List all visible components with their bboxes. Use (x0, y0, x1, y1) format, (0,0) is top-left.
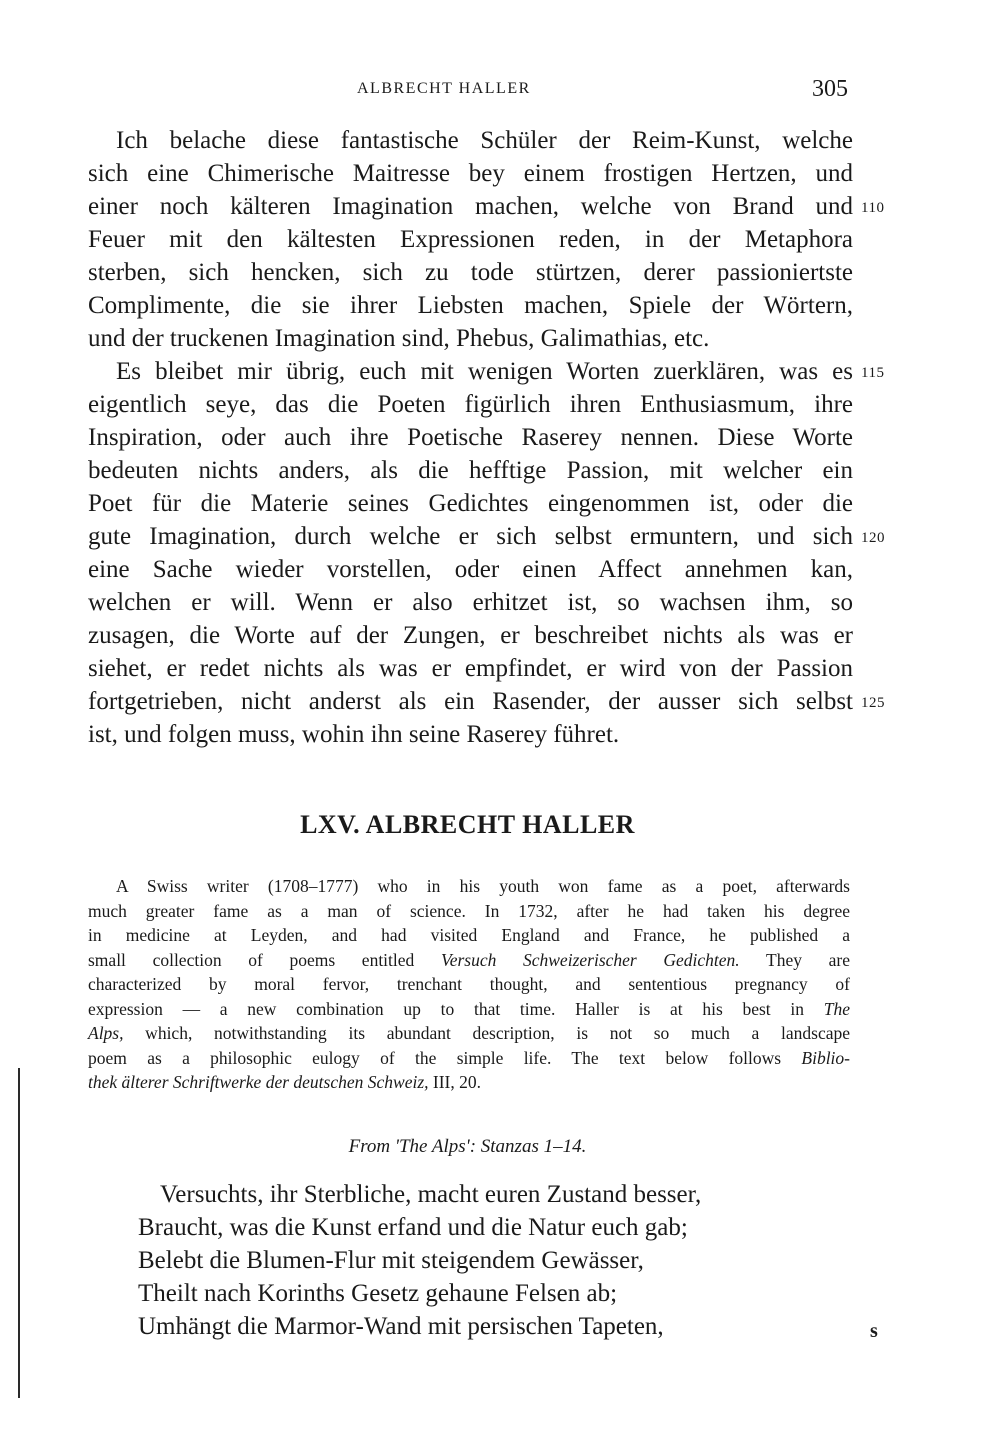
prose-line (88, 124, 853, 157)
prose-line-text: bedeuten nichts anders, als die hefftige Passion, mit welcher ein (88, 457, 853, 484)
prose-line (88, 652, 853, 685)
prose-line-text: zusagen, die Worte auf der Zungen, er beschreibet nichts als was er (88, 622, 853, 649)
running-title: ALBRECHT HALLER (357, 80, 531, 97)
prose-line-text: Inspiration, oder auch ihre Poetische Raserey nennen. Diese Worte (88, 424, 853, 451)
intro-line (88, 948, 850, 973)
intro-text: in medicine at Leyden, and had visited England and France, he published a (88, 925, 850, 945)
running-head (0, 76, 1000, 104)
prose-line-text: Complimente, die sie ihrer Liebsten machen, Spiele der Wörtern, (88, 292, 853, 319)
intro-line (88, 997, 850, 1022)
intro-line (88, 1070, 850, 1095)
prose-line-text: siehet, er redet nichts als was er empfindet, er wird von der Passion (88, 655, 853, 682)
line-number: 110 (861, 200, 885, 216)
intro-italic-text: Versuch Schweizerischer Gedichten. (440, 949, 740, 970)
intro-text: expression — a new combination up to that time. Haller is at his best in (88, 998, 824, 1019)
prose-line-text: und der truckenen Imagination sind, Phebus, Galimathias, etc. (88, 325, 710, 352)
line-number: 125 (861, 695, 885, 711)
prose-line-text: Ich belache diese fantastische Schüler der Reim-Kunst, welche (116, 127, 853, 154)
intro-text: A Swiss writer (1708–1777) who in his youth won fame as a poet, afterwards (116, 876, 850, 896)
intro-line (88, 1021, 850, 1046)
poem-line: Umhängt die Marmor-Wand mit persischen Tapeten, (138, 1313, 664, 1340)
intro-line (88, 1046, 850, 1071)
prose-line-text: welchen er will. Wenn er also erhitzet ist, so wachsen ihm, so (88, 589, 853, 616)
prose-line (88, 256, 853, 289)
poem-line: Theilt nach Korinths Gesetz gehaune Felsen ab; (138, 1280, 618, 1307)
poem-line: Versuchts, ihr Sterbliche, macht euren Zustand besser, (160, 1181, 702, 1208)
line-number: 115 (861, 365, 885, 381)
scan-edge-line (18, 1068, 20, 1398)
prose-line (88, 520, 885, 553)
intro-text: They are (739, 949, 850, 970)
intro-text: small collection of poems entitled (88, 949, 441, 970)
prose-line-text: eigentlich seye, das die Poeten figürlich ihren Enthusiasmum, ihre (88, 391, 853, 418)
poem-line: Belebt die Blumen-Flur mit steigendem Gewässer, (138, 1247, 644, 1274)
prose-line (88, 619, 853, 652)
line-number: 120 (861, 530, 885, 546)
intro-text: III, 20. (428, 1072, 481, 1092)
prose-line (88, 355, 885, 388)
prose-line (88, 718, 853, 751)
prose-line (88, 421, 853, 454)
prose-line (88, 553, 853, 586)
intro-italic-text: Biblio- (801, 1047, 850, 1068)
prose-line (88, 190, 885, 223)
signature-mark: s (870, 1320, 878, 1342)
intro-text: characterized by moral fervor, trenchant thought, and sententious pregnancy of (88, 974, 850, 994)
prose-line (88, 157, 853, 190)
poem-source: From 'The Alps': Stanzas 1–14. (348, 1136, 587, 1157)
prose-line-text: gute Imagination, durch welche er sich selbst ermuntern, und sich (88, 523, 853, 550)
prose-line (88, 289, 853, 322)
prose-line-text: Feuer mit den kältesten Expressionen reden, in der Metaphora (88, 226, 853, 253)
section-heading: LXV. ALBRECHT HALLER (300, 810, 635, 839)
prose-line-text: Poet für die Materie seines Gedichtes eingenommen ist, oder die (88, 490, 853, 517)
prose-line (88, 322, 853, 355)
prose-line-text: einer noch kälteren Imagination machen, welche von Brand und (88, 193, 853, 220)
intro-italic-text: thek älterer Schriftwerke der deutschen Schweiz, (88, 1072, 429, 1092)
intro-line (88, 899, 850, 924)
prose-line-text: sich eine Chimerische Maitresse bey einem frostigen Hertzen, und (88, 160, 853, 187)
prose-line (88, 454, 853, 487)
page-number: 305 (812, 76, 848, 102)
intro-italic-text: The (823, 998, 850, 1019)
prose-line-text: sterben, sich hencken, sich zu tode stürtzen, derer passioniertste (88, 259, 853, 286)
prose-line-text: fortgetrieben, nicht anderst als ein Rasender, der ausser sich selbst (88, 688, 853, 715)
intro-paragraph (88, 874, 850, 1095)
prose-line (88, 388, 853, 421)
prose-line (88, 685, 885, 718)
poem-stanza (138, 1178, 838, 1343)
intro-line (88, 874, 850, 899)
prose-line (88, 487, 853, 520)
intro-italic-text: Alps, (88, 1023, 124, 1043)
intro-text: much greater fame as a man of science. In 1732, after he had taken his degree (88, 900, 850, 921)
intro-line (88, 972, 850, 997)
intro-line (88, 923, 850, 948)
prose-line (88, 586, 853, 619)
prose-line-text: Es bleibet mir übrig, euch mit wenigen Worten zuerklären, was es (116, 358, 853, 385)
prose-line-text: ist, und folgen muss, wohin ihn seine Raserey führet. (88, 721, 620, 748)
prose-line (88, 223, 853, 256)
prose-text (88, 124, 885, 751)
prose-line-text: eine Sache wieder vorstellen, oder einen Affect annehmen kan, (88, 556, 853, 583)
intro-text: which, notwithstanding its abundant description, is not so much a landscape (123, 1023, 850, 1043)
intro-text: poem as a philosophic eulogy of the simple life. The text below follows (88, 1047, 802, 1068)
poem-line: Braucht, was die Kunst erfand und die Natur euch gab; (138, 1214, 688, 1241)
